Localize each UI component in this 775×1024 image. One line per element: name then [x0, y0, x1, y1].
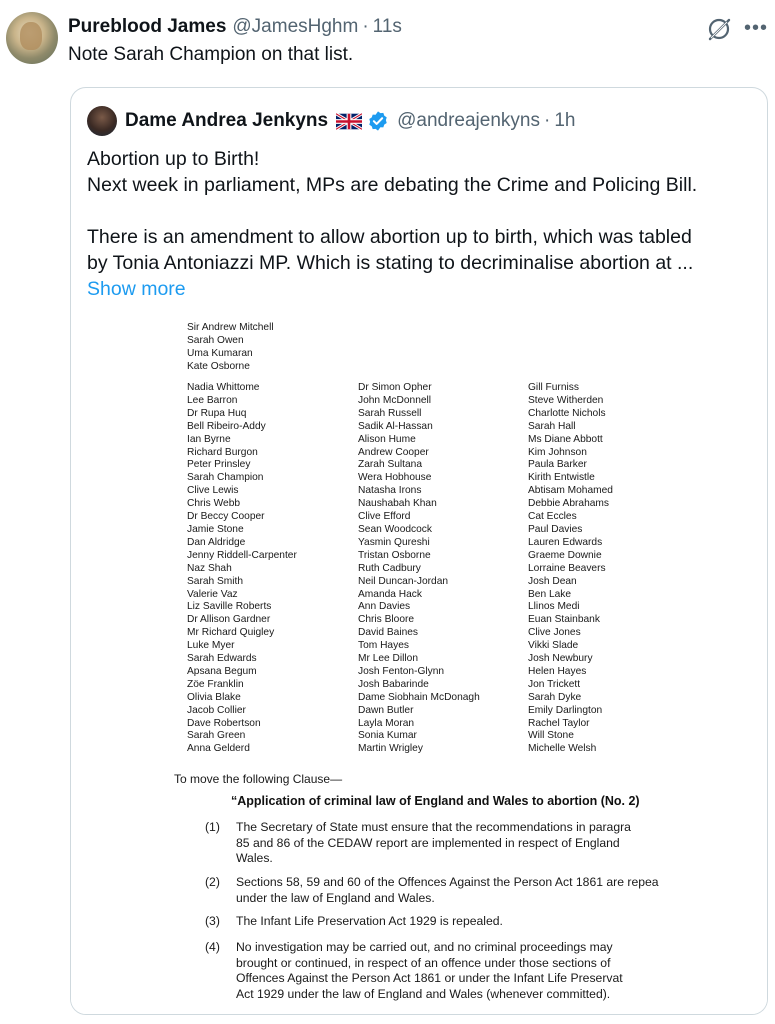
sponsor-name: Dr Rupa Huq — [187, 407, 247, 419]
more-icon[interactable]: ••• — [744, 17, 769, 39]
author-avatar[interactable] — [6, 12, 58, 64]
sponsor-name: Llinos Medi — [528, 601, 580, 613]
sponsor-name: Ian Byrne — [187, 433, 231, 445]
sponsor-name: Lorraine Beavers — [528, 562, 606, 574]
quoted-text-line: Abortion up to Birth! — [87, 148, 260, 170]
sponsor-name: Amanda Hack — [358, 588, 422, 600]
sponsor-name: Sarah Russell — [358, 407, 422, 419]
sponsor-name: Paula Barker — [528, 459, 587, 471]
verified-badge-icon[interactable] — [367, 110, 389, 132]
sponsor-name: Clive Efford — [358, 511, 411, 523]
sponsor-name: Nadia Whittome — [187, 382, 260, 393]
sponsor-name: Ruth Cadbury — [358, 562, 421, 574]
sponsor-names-top — [187, 322, 274, 374]
tweet-timestamp[interactable]: 11s — [372, 16, 402, 37]
clause-line: Wales. — [236, 851, 273, 865]
sponsor-name: Debbie Abrahams — [528, 498, 609, 510]
sponsor-name: Euan Stainbank — [528, 614, 600, 626]
sponsor-name: Ben Lake — [528, 588, 572, 600]
quoted-tweet[interactable] — [70, 87, 768, 1015]
clause-line: The Infant Life Preservation Act 1929 is repealed. — [236, 914, 503, 928]
sponsor-name: Chris Webb — [187, 498, 241, 510]
sponsor-name: Sarah Smith — [187, 575, 244, 587]
sponsor-name: Naz Shah — [187, 562, 232, 574]
quoted-tweet-timestamp[interactable]: 1h — [554, 110, 576, 131]
sponsor-name: David Baines — [358, 627, 419, 639]
sponsor-name: Steve Witherden — [528, 394, 604, 406]
sponsor-name: Richard Burgon — [187, 446, 258, 458]
clause-text — [236, 875, 659, 906]
sponsor-name: Naushabah Khan — [358, 498, 437, 510]
sponsor-name: Sonia Kumar — [358, 730, 417, 742]
sponsor-name: Jacob Collier — [187, 704, 246, 716]
sponsor-name: Lauren Edwards — [528, 536, 603, 548]
sponsor-name: Sarah Champion — [187, 472, 264, 484]
sponsor-name: Wera Hobhouse — [358, 472, 432, 484]
sponsor-name: Vikki Slade — [528, 640, 579, 652]
move-clause-text: To move the following Clause— — [174, 772, 343, 786]
sponsor-names-column-2 — [358, 382, 480, 756]
sponsor-name: Josh Dean — [528, 575, 577, 587]
sponsor-name: Sarah Dyke — [528, 691, 582, 703]
sponsor-name: Dame Siobhain McDonagh — [358, 691, 480, 703]
sponsor-name: Dr Allison Gardner — [187, 614, 271, 626]
sponsor-name: Sadik Al-Hassan — [358, 420, 433, 432]
sponsor-name: Valerie Vaz — [187, 588, 238, 600]
sponsor-name: Dan Aldridge — [187, 536, 246, 548]
sponsor-name: Jon Trickett — [528, 678, 581, 690]
sponsor-name: Gill Furniss — [528, 382, 579, 393]
sponsor-names-column-1 — [187, 382, 297, 756]
separator-dot: · — [543, 110, 551, 131]
sponsor-name: Tristan Osborne — [358, 549, 431, 561]
clause-line: 85 and 86 of the CEDAW report are implemented in respect of England — [236, 835, 620, 850]
sponsor-name: Emily Darlington — [528, 704, 603, 716]
clause-line: brought or continued, in respect of an offence under those sections of — [236, 955, 611, 970]
sponsor-name: Chris Bloore — [358, 614, 415, 626]
sponsor-name: Clive Jones — [528, 627, 581, 639]
clause-heading: “Application of criminal law of England and Wales to abortion (No. 2) — [231, 794, 640, 808]
sponsor-name: Liz Saville Roberts — [187, 601, 272, 613]
sponsor-name: Sean Woodcock — [358, 523, 432, 535]
sponsor-name: Will Stone — [528, 730, 574, 742]
sponsor-name: Luke Myer — [187, 640, 235, 652]
sponsor-name: Rachel Taylor — [528, 717, 590, 729]
sponsor-name: Josh Newbury — [528, 653, 593, 665]
sponsor-name: Bell Ribeiro-Addy — [187, 420, 266, 432]
author-handle[interactable]: @JamesHghm — [232, 16, 359, 37]
sponsor-name: Natasha Irons — [358, 485, 422, 497]
sponsor-name: Neil Duncan-Jordan — [358, 575, 449, 587]
sponsor-name: Ann Davies — [358, 601, 411, 613]
sponsor-name: Peter Prinsley — [187, 459, 251, 471]
clause-number: (4) — [205, 940, 220, 954]
sponsor-name: Michelle Welsh — [528, 743, 597, 755]
sponsor-name: Jenny Riddell-Carpenter — [187, 549, 297, 561]
sponsor-name: Sarah Edwards — [187, 653, 257, 665]
clause-number: (3) — [205, 914, 220, 928]
sponsor-name: Zarah Sultana — [358, 459, 422, 471]
author-name[interactable]: Pureblood James — [68, 16, 227, 37]
clause-number: (2) — [205, 875, 220, 889]
quoted-author-name[interactable]: Dame Andrea Jenkyns — [125, 110, 329, 131]
sponsor-name: Dave Robertson — [187, 717, 261, 729]
sponsor-name: Olivia Blake — [187, 691, 241, 703]
sponsor-name: Mr Lee Dillon — [358, 653, 419, 665]
sponsor-name: Paul Davies — [528, 523, 583, 535]
grok-icon[interactable] — [706, 16, 732, 42]
quoted-text-line: There is an amendment to allow abortion up to birth, which was tabled — [87, 226, 692, 248]
clause-text — [236, 820, 631, 867]
sponsor-name: Charlotte Nichols — [528, 407, 606, 419]
separator-dot: · — [362, 16, 369, 37]
sponsor-names-column-3 — [528, 382, 613, 756]
sponsor-name: Graeme Downie — [528, 549, 602, 561]
quoted-author-avatar[interactable] — [87, 106, 117, 136]
uk-flag-icon — [336, 113, 362, 130]
clause-text — [236, 940, 623, 1002]
sponsor-name: Zöe Franklin — [187, 678, 244, 690]
sponsor-name: Josh Babarinde — [358, 678, 429, 690]
clause-text — [236, 914, 503, 930]
clause-line: under the law of England and Wales. — [236, 890, 435, 905]
sponsor-name: Tom Hayes — [358, 640, 409, 652]
sponsor-name: Sarah Hall — [528, 420, 576, 432]
clause-line: The Secretary of State must ensure that the recommendations in paragra — [236, 820, 631, 834]
sponsor-name: Lee Barron — [187, 394, 238, 406]
sponsor-name: Kim Johnson — [528, 446, 587, 458]
clause-line: No investigation may be carried out, and no criminal proceedings may — [236, 940, 613, 954]
sponsor-name: Kirith Entwistle — [528, 472, 595, 484]
document-image[interactable] — [71, 310, 768, 1015]
sponsor-name: Apsana Begum — [187, 665, 257, 677]
quoted-author-handle[interactable]: @andreajenkyns — [397, 110, 540, 131]
sponsor-name: Dawn Butler — [358, 704, 414, 716]
sponsor-name: Sarah Owen — [187, 334, 244, 346]
sponsor-name: John McDonnell — [358, 394, 432, 406]
sponsor-name: Andrew Cooper — [358, 446, 429, 458]
clause-line: Act 1929 under the law of England and Wales (whenever committed). — [236, 986, 611, 1001]
tweet-text: Note Sarah Champion on that list. — [68, 44, 354, 65]
quoted-tweet-text — [87, 146, 757, 276]
quoted-text-line: Next week in parliament, MPs are debating the Crime and Policing Bill. — [87, 174, 698, 196]
sponsor-name: Yasmin Qureshi — [358, 536, 430, 548]
sponsor-name: Josh Fenton-Glynn — [358, 665, 445, 677]
clause-line: Offences Against the Person Act 1861 or under the Infant Life Preservat — [236, 971, 623, 985]
sponsor-name: Uma Kumaran — [187, 347, 253, 359]
quoted-tweet-header — [125, 106, 575, 136]
sponsor-name: Anna Gelderd — [187, 743, 250, 755]
sponsor-name: Helen Hayes — [528, 665, 587, 677]
blank-line — [87, 198, 757, 224]
quoted-text-line: by Tonia Antoniazzi MP. Which is stating to decriminalise abortion at ... — [87, 252, 694, 274]
sponsor-name: Ms Diane Abbott — [528, 433, 603, 445]
sponsor-name: Kate Osborne — [187, 360, 250, 372]
sponsor-name: Jamie Stone — [187, 523, 244, 535]
sponsor-name: Dr Simon Opher — [358, 382, 432, 393]
sponsor-name: Layla Moran — [358, 717, 415, 729]
sponsor-name: Sarah Green — [187, 730, 246, 742]
sponsor-name: Cat Eccles — [528, 511, 577, 523]
sponsor-name: Mr Richard Quigley — [187, 627, 275, 639]
sponsor-name: Clive Lewis — [187, 485, 239, 497]
show-more-link[interactable]: Show more — [87, 278, 186, 300]
clause-number: (1) — [205, 820, 220, 834]
sponsor-name: Alison Hume — [358, 433, 416, 445]
sponsor-name: Sir Andrew Mitchell — [187, 322, 274, 333]
sponsor-name: Martin Wrigley — [358, 743, 423, 755]
sponsor-name: Dr Beccy Cooper — [187, 511, 265, 523]
tweet-header — [68, 14, 402, 40]
sponsor-name: Abtisam Mohamed — [528, 485, 613, 497]
clause-line: Sections 58, 59 and 60 of the Offences Against the Person Act 1861 are repea — [236, 875, 659, 889]
